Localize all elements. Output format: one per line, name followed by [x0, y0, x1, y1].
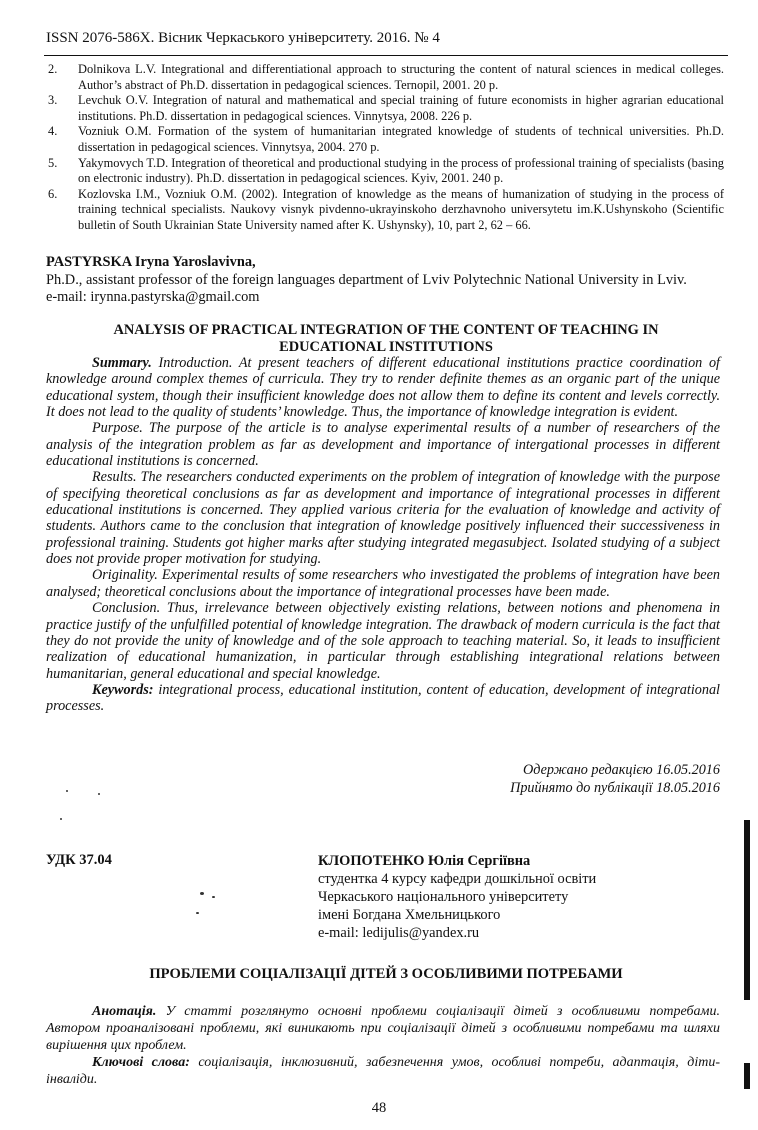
scan-edge-mark [744, 1063, 750, 1089]
scan-speck [98, 793, 100, 795]
reference-number: 5. [48, 155, 58, 170]
article-title-en [46, 322, 726, 355]
annotation-label: Анотація. [92, 1004, 157, 1019]
abstract-results: Results. The researchers conducted experiments on the problem of integration of knowledge with the purpose of specifying theoretical conclusions as far as development and importance of integrational processes in different educational institutions is concerned. They applied various criteria for the evaluation of knowledge and activity of students. Authors came to the conclusion that integration of knowledge positively influenced their successiveness in professional training. Students got higher marks after studying integrated megasubject. Isolated studying of a subject does not provide proper motivation for studying. [46, 469, 720, 568]
scan-edge-mark [744, 820, 750, 1000]
reference-number: 3. [48, 93, 58, 108]
received-date: Одержано редакцією 16.05.2016 [523, 762, 720, 778]
scan-speck [60, 818, 62, 820]
reference-text: Kozlovska I.M., Vozniuk O.M. (2002). Integration of knowledge as the means of humanization of studying in the process of training technical specialists. Naukovy visnyk pivdenno-ukrayinskoho derzhavnoho universytetu im.K.Ushynskoho (Scientific bulletin of South Ukrainian State University named after K. Ushynsky), 10, part 2, 62 – 66. [78, 186, 724, 232]
header-divider [44, 55, 728, 56]
abstract-summary [46, 355, 720, 420]
reference-text: Dolnikova L.V. Integrational and differentiational approach to structuring the content of natural sciences in medical colleges. Author’s abstract of Ph.D. dissertation in pedagogical sciences. Ternopil, 2001. 20 p. [78, 62, 724, 92]
keywords-label: Keywords: [92, 681, 154, 698]
author-block-en [46, 254, 726, 307]
article-title-ua: ПРОБЛЕМИ СОЦІАЛІЗАЦІЇ ДІТЕЙ З ОСОБЛИВИМИ ПОТРЕБАМИ [149, 966, 623, 982]
scan-speck [66, 790, 68, 792]
author-block-ua [318, 852, 698, 942]
author-affiliation: імені Богдана Хмельницького [318, 907, 501, 923]
annotation-text [46, 1003, 720, 1054]
summary-label: Summary. [92, 355, 152, 371]
author-name-ua: КЛОПОТЕНКО Юлія Сергіївна [318, 853, 531, 869]
reference-item [48, 62, 724, 93]
reference-item [48, 93, 724, 124]
received-dates [420, 762, 720, 797]
author-email: e-mail: irynna.pastyrska@gmail.com [46, 289, 260, 305]
abstract [46, 355, 720, 715]
running-header: ISSN 2076-586X. Вісник Черкаського університету. 2016. № 4 [46, 30, 440, 46]
scan-speck [212, 896, 215, 898]
author-affiliation: Черкаського національного університету [318, 889, 569, 905]
scan-speck [196, 912, 199, 914]
scan-speck [200, 892, 204, 895]
annotation-body: У статті розглянуто основні проблеми соціалізації дітей з особливими потребами. Автором проаналізовані проблеми, які виникають при соціалізації дітей з особливими потребами та шляхи вирішення цих проблем. [46, 1004, 720, 1053]
reference-item [48, 156, 724, 187]
page-number: 48 [371, 1100, 387, 1116]
abstract-keywords [46, 682, 720, 715]
reference-number: 2. [48, 62, 58, 76]
reference-item [48, 187, 724, 234]
author-position: Ph.D., assistant professor of the foreign languages department of Lviv Polytechnic National University in Lviv. [46, 271, 687, 288]
abstract-conclusion: Conclusion. Thus, irrelevance between objectively existing relations, between notions and phenomena in practice justify of the unfulfilled potential of knowledge integration. The drawback of modern curricula is the fact that they do not provide the unity of knowledge and of the sole approach to teaching material. So, it leads to insufficient realization of educational humanization, in particular through establishing integrational relations between humanitarian, general educational and special knowledge. [46, 600, 720, 682]
reference-text: Yakymovych T.D. Integration of theoretical and productional studying in the process of professional training of specialists (basing on electronic industry). Ph.D. dissertation in pedagogical sciences. Kyiv, 2001. 240 p. [78, 155, 724, 186]
annotation [46, 1003, 720, 1088]
reference-item [48, 124, 724, 155]
annotation-keywords [46, 1054, 720, 1088]
author-name: PASTYRSKA Iryna Yaroslavivna, [46, 254, 256, 270]
summary-text: Introduction. At present teachers of different educational institutions practice coordination of knowledge around complex themes of curricula. They try to render definite themes as an organic part of the unique educational system, though their insufficient knowledge does not allow them to define its content and levels correctly. It does not lead to the quality of students’ knowledge. Thus, the importance of knowledge integration is evident. [46, 355, 720, 421]
keywords-text: integrational process, educational institution, content of education, development of integrational processes. [46, 681, 720, 715]
reference-list [48, 62, 724, 234]
accepted-date: Прийнято до публікації 18.05.2016 [510, 779, 720, 796]
author-email-ua: e-mail: ledijulis@yandex.ru [318, 925, 480, 941]
keywords-label-ua: Ключові слова: [92, 1055, 190, 1070]
abstract-purpose: Purpose. The purpose of the article is to analyse experimental results of a number of researchers of the analysis of the integration problem as far as development and importance of intergational processes in different educational institutions is concerned. [46, 420, 720, 470]
abstract-originality: Originality. Experimental results of some researchers who investigated the problems of integration have been analysed; theoretical conclusions about the importance of integrational processes have been made. [46, 567, 720, 600]
udk-code: УДК 37.04 [46, 852, 112, 868]
title-line: ANALYSIS OF PRACTICAL INTEGRATION OF THE CONTENT OF TEACHING IN [113, 322, 659, 338]
keywords-text-ua: соціалізація, інклюзивний, забезпечення умов, особливі потреби, адаптація, діти-інваліди. [46, 1055, 720, 1087]
reference-number: 4. [48, 124, 58, 139]
title-line: EDUCATIONAL INSTITUTIONS [279, 338, 493, 355]
reference-number: 6. [48, 186, 58, 201]
reference-text: Levchuk O.V. Integration of natural and mathematical and special training of future economists in higher agrarian educational institutions. Ph.D. dissertation in pedagogical sciences. Vinnytsya, 2008. 226 p. [78, 93, 724, 123]
reference-text: Vozniuk O.M. Formation of the system of humanitarian integrated knowledge of students of technical universities. Ph.D. dissertation in pedagogical sciences. Vinnytsya, 2004. 270 p. [78, 124, 724, 154]
author-affiliation: студентка 4 курсу кафедри дошкільної освіти [318, 871, 597, 887]
